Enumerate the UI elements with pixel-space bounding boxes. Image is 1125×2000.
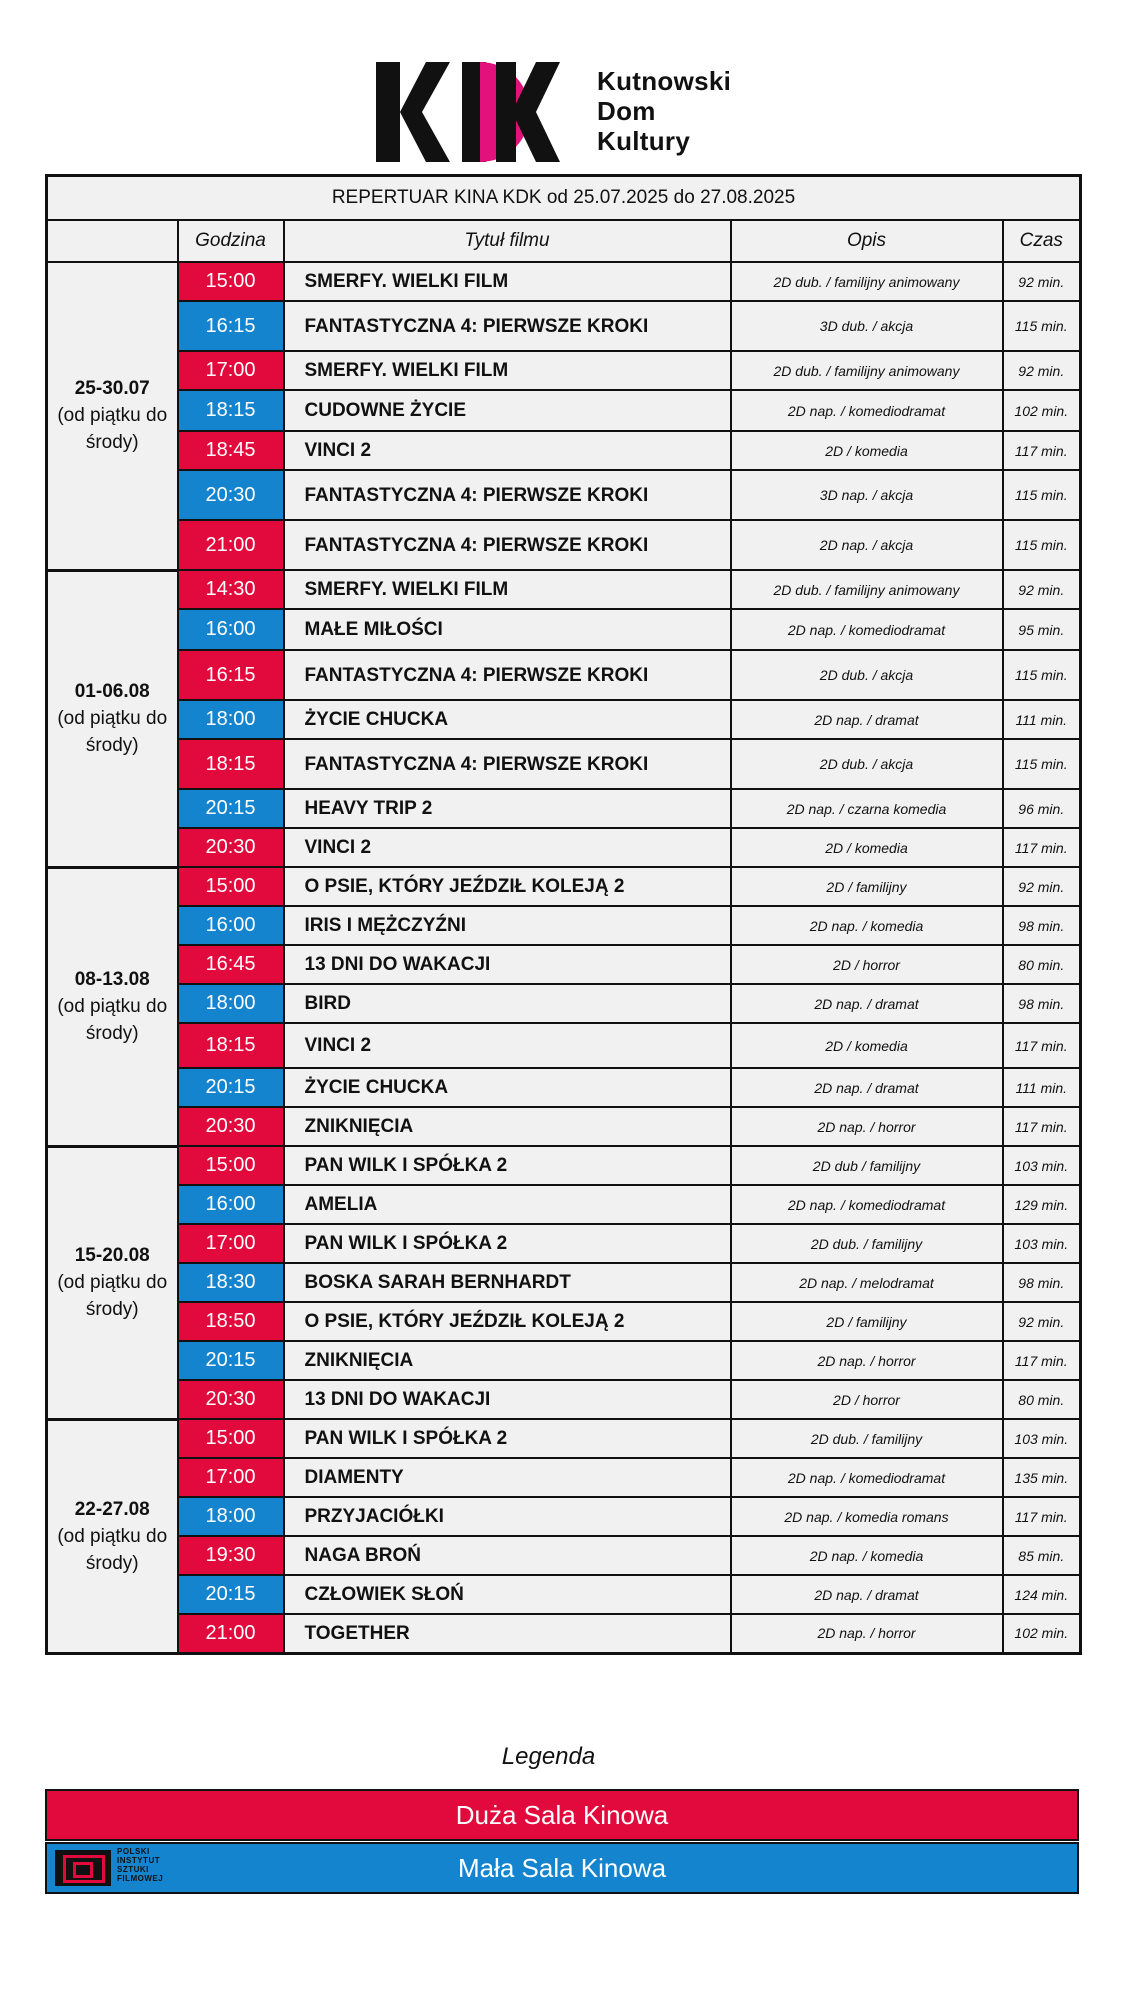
table-row <box>47 828 1081 867</box>
showtime: 18:00 <box>178 700 284 739</box>
film-title: PRZYJACIÓŁKI <box>284 1497 731 1536</box>
pisf-logo-icon <box>55 1850 111 1886</box>
film-title: BIRD <box>284 984 731 1023</box>
film-description: 2D nap. / horror <box>731 1614 1003 1653</box>
table-title-row <box>47 176 1081 221</box>
showtime: 20:30 <box>178 1107 284 1146</box>
film-title: O PSIE, KTÓRY JEŹDZIŁ KOLEJĄ 2 <box>284 867 731 906</box>
showtime: 17:00 <box>178 1224 284 1263</box>
table-row <box>47 1224 1081 1263</box>
film-duration: 95 min. <box>1003 609 1081 650</box>
film-description: 2D / familijny <box>731 1302 1003 1341</box>
legend-title: Legenda <box>501 1743 596 1770</box>
week-date: 01-06.08 <box>74 681 150 702</box>
film-title: TOGETHER <box>284 1614 731 1653</box>
film-description: 2D nap. / dramat <box>731 984 1003 1023</box>
header-godzina: Godzina <box>178 220 284 262</box>
film-description: 2D dub. / familijny <box>731 1224 1003 1263</box>
logo-text <box>597 66 731 156</box>
showtime: 16:15 <box>178 650 284 700</box>
week-note: (od piątku do środy) <box>57 708 168 756</box>
showtime: 20:15 <box>178 1341 284 1380</box>
film-title: ŻYCIE CHUCKA <box>284 700 731 739</box>
film-description: 2D nap. / komedia <box>731 906 1003 945</box>
table-body <box>47 262 1081 1653</box>
table-row <box>47 520 1081 570</box>
repertoire-table <box>45 174 1082 1655</box>
showtime: 20:15 <box>178 1575 284 1614</box>
table-row <box>47 1536 1081 1575</box>
film-title: FANTASTYCZNA 4: PIERWSZE KROKI <box>284 650 731 700</box>
table-row <box>47 1107 1081 1146</box>
week-date: 08-13.08 <box>74 969 150 990</box>
film-duration: 117 min. <box>1003 1497 1081 1536</box>
showtime: 18:15 <box>178 390 284 431</box>
film-title: CUDOWNE ŻYCIE <box>284 390 731 431</box>
film-description: 2D / horror <box>731 1380 1003 1419</box>
film-title: SMERFY. WIELKI FILM <box>284 351 731 390</box>
film-duration: 117 min. <box>1003 431 1081 470</box>
table-header-row <box>47 220 1081 262</box>
film-title: O PSIE, KTÓRY JEŹDZIŁ KOLEJĄ 2 <box>284 1302 731 1341</box>
film-description: 2D nap. / dramat <box>731 700 1003 739</box>
showtime: 15:00 <box>178 867 284 906</box>
film-duration: 115 min. <box>1003 739 1081 789</box>
pisf-line: POLSKI <box>117 1847 150 1856</box>
film-title: VINCI 2 <box>284 828 731 867</box>
film-description: 2D nap. / horror <box>731 1107 1003 1146</box>
film-duration: 96 min. <box>1003 789 1081 828</box>
film-description: 2D dub. / akcja <box>731 739 1003 789</box>
table-row <box>47 1341 1081 1380</box>
film-description: 2D nap. / akcja <box>731 520 1003 570</box>
film-description: 2D dub / familijny <box>731 1146 1003 1185</box>
table-row <box>47 1068 1081 1107</box>
table-row <box>47 1614 1081 1653</box>
table-row <box>47 789 1081 828</box>
showtime: 18:50 <box>178 1302 284 1341</box>
film-title: CZŁOWIEK SŁOŃ <box>284 1575 731 1614</box>
film-duration: 115 min. <box>1003 520 1081 570</box>
film-description: 2D nap. / komediodramat <box>731 1185 1003 1224</box>
showtime: 18:30 <box>178 1263 284 1302</box>
week-date-cell <box>47 262 178 570</box>
film-duration: 98 min. <box>1003 1263 1081 1302</box>
film-description: 2D dub. / familijny <box>731 1419 1003 1458</box>
showtime: 16:00 <box>178 609 284 650</box>
table-row <box>47 609 1081 650</box>
film-duration: 92 min. <box>1003 1302 1081 1341</box>
kdk-logo-icon <box>376 62 571 162</box>
showtime: 17:00 <box>178 351 284 390</box>
showtime: 15:00 <box>178 1419 284 1458</box>
film-description: 2D nap. / komedia <box>731 1536 1003 1575</box>
showtime: 20:15 <box>178 1068 284 1107</box>
film-title: 13 DNI DO WAKACJI <box>284 1380 731 1419</box>
film-duration: 102 min. <box>1003 390 1081 431</box>
showtime: 18:00 <box>178 1497 284 1536</box>
film-title: VINCI 2 <box>284 431 731 470</box>
film-title: PAN WILK I SPÓŁKA 2 <box>284 1224 731 1263</box>
showtime: 20:30 <box>178 1380 284 1419</box>
film-duration: 98 min. <box>1003 906 1081 945</box>
week-date-cell <box>47 867 178 1146</box>
pisf-line: FILMOWEJ <box>117 1874 164 1883</box>
table-row <box>47 945 1081 984</box>
table-row <box>47 867 1081 906</box>
showtime: 15:00 <box>178 262 284 301</box>
film-description: 2D nap. / horror <box>731 1341 1003 1380</box>
film-duration: 98 min. <box>1003 984 1081 1023</box>
week-date-cell <box>47 1419 178 1653</box>
film-description: 2D nap. / komediodramat <box>731 390 1003 431</box>
header <box>0 62 1125 172</box>
film-duration: 102 min. <box>1003 1614 1081 1653</box>
showtime: 18:15 <box>178 739 284 789</box>
film-title: DIAMENTY <box>284 1458 731 1497</box>
film-description: 3D dub. / akcja <box>731 301 1003 351</box>
film-description: 2D / komedia <box>731 1023 1003 1068</box>
film-duration: 124 min. <box>1003 1575 1081 1614</box>
film-duration: 103 min. <box>1003 1146 1081 1185</box>
table-row <box>47 650 1081 700</box>
table-row <box>47 390 1081 431</box>
film-title: FANTASTYCZNA 4: PIERWSZE KROKI <box>284 520 731 570</box>
film-duration: 85 min. <box>1003 1536 1081 1575</box>
header-empty <box>47 220 178 262</box>
film-title: PAN WILK I SPÓŁKA 2 <box>284 1419 731 1458</box>
film-duration: 92 min. <box>1003 570 1081 609</box>
film-duration: 129 min. <box>1003 1185 1081 1224</box>
legend-duza-sala: Duża Sala Kinowa <box>45 1789 1079 1841</box>
table-row <box>47 470 1081 520</box>
film-title: FANTASTYCZNA 4: PIERWSZE KROKI <box>284 470 731 520</box>
table-row <box>47 1302 1081 1341</box>
table-row <box>47 739 1081 789</box>
film-duration: 111 min. <box>1003 700 1081 739</box>
table-row <box>47 351 1081 390</box>
film-description: 2D / komedia <box>731 828 1003 867</box>
pisf-logo <box>47 1844 187 1892</box>
film-description: 2D nap. / komediodramat <box>731 609 1003 650</box>
film-description: 2D nap. / dramat <box>731 1575 1003 1614</box>
week-note: (od piątku do środy) <box>57 405 168 454</box>
film-description: 2D nap. / melodramat <box>731 1263 1003 1302</box>
week-date: 25-30.07 <box>74 378 150 400</box>
week-note: (od piątku do środy) <box>57 1525 168 1574</box>
film-title: BOSKA SARAH BERNHARDT <box>284 1263 731 1302</box>
logo-line: Kutnowski <box>597 66 732 96</box>
table-row <box>47 906 1081 945</box>
film-duration: 80 min. <box>1003 1380 1081 1419</box>
film-description: 2D / komedia <box>731 431 1003 470</box>
film-duration: 92 min. <box>1003 867 1081 906</box>
film-title: VINCI 2 <box>284 1023 731 1068</box>
week-date-cell <box>47 1146 178 1419</box>
film-duration: 92 min. <box>1003 262 1081 301</box>
film-title: 13 DNI DO WAKACJI <box>284 945 731 984</box>
film-duration: 111 min. <box>1003 1068 1081 1107</box>
film-description: 2D nap. / dramat <box>731 1068 1003 1107</box>
film-title: PAN WILK I SPÓŁKA 2 <box>284 1146 731 1185</box>
week-date: 22-27.08 <box>74 1498 150 1520</box>
film-title: MAŁE MIŁOŚCI <box>284 609 731 650</box>
showtime: 20:30 <box>178 828 284 867</box>
showtime: 19:30 <box>178 1536 284 1575</box>
showtime: 21:00 <box>178 1614 284 1653</box>
logo-line: Kultury <box>597 126 691 156</box>
table-row <box>47 1263 1081 1302</box>
week-date: 15-20.08 <box>74 1245 150 1266</box>
showtime: 20:30 <box>178 470 284 520</box>
film-duration: 115 min. <box>1003 301 1081 351</box>
header-opis: Opis <box>731 220 1003 262</box>
table-row <box>47 1419 1081 1458</box>
film-description: 3D nap. / akcja <box>731 470 1003 520</box>
film-title: FANTASTYCZNA 4: PIERWSZE KROKI <box>284 739 731 789</box>
week-date-cell <box>47 570 178 867</box>
film-title: SMERFY. WIELKI FILM <box>284 570 731 609</box>
film-duration: 117 min. <box>1003 1341 1081 1380</box>
legend-mala-sala: Mała Sala Kinowa <box>45 1842 1079 1894</box>
showtime: 15:00 <box>178 1146 284 1185</box>
film-description: 2D nap. / komedia romans <box>731 1497 1003 1536</box>
film-duration: 80 min. <box>1003 945 1081 984</box>
showtime: 16:00 <box>178 1185 284 1224</box>
showtime: 16:15 <box>178 301 284 351</box>
film-description: 2D dub. / familijny animowany <box>731 351 1003 390</box>
showtime: 21:00 <box>178 520 284 570</box>
legend-title-wrap <box>0 1743 1125 1771</box>
table-row <box>47 262 1081 301</box>
table-row <box>47 700 1081 739</box>
table-row <box>47 1458 1081 1497</box>
film-duration: 103 min. <box>1003 1224 1081 1263</box>
week-note: (od piątku do środy) <box>57 1272 168 1320</box>
film-title: SMERFY. WIELKI FILM <box>284 262 731 301</box>
film-description: 2D nap. / czarna komedia <box>731 789 1003 828</box>
pisf-logo-text <box>117 1847 163 1883</box>
table-row <box>47 431 1081 470</box>
pisf-line: SZTUKI <box>117 1865 149 1874</box>
film-duration: 115 min. <box>1003 470 1081 520</box>
film-duration: 117 min. <box>1003 1107 1081 1146</box>
film-title: ZNIKNIĘCIA <box>284 1341 731 1380</box>
film-title: ŻYCIE CHUCKA <box>284 1068 731 1107</box>
table-row <box>47 1575 1081 1614</box>
week-note: (od piątku do środy) <box>57 996 168 1044</box>
logo-line: Dom <box>597 96 656 126</box>
table-row <box>47 301 1081 351</box>
film-description: 2D / horror <box>731 945 1003 984</box>
table-title: REPERTUAR KINA KDK od 25.07.2025 do 27.08.2025 <box>47 176 1081 221</box>
showtime: 18:00 <box>178 984 284 1023</box>
table-row <box>47 1146 1081 1185</box>
showtime: 16:00 <box>178 906 284 945</box>
showtime: 20:15 <box>178 789 284 828</box>
table-row <box>47 984 1081 1023</box>
film-description: 2D dub. / familijny animowany <box>731 570 1003 609</box>
film-title: IRIS I MĘŻCZYŹNI <box>284 906 731 945</box>
film-title: ZNIKNIĘCIA <box>284 1107 731 1146</box>
film-duration: 92 min. <box>1003 351 1081 390</box>
table-row <box>47 570 1081 609</box>
header-tytul: Tytuł filmu <box>284 220 731 262</box>
showtime: 18:45 <box>178 431 284 470</box>
showtime: 14:30 <box>178 570 284 609</box>
film-title: NAGA BROŃ <box>284 1536 731 1575</box>
film-description: 2D dub. / akcja <box>731 650 1003 700</box>
film-duration: 135 min. <box>1003 1458 1081 1497</box>
film-title: AMELIA <box>284 1185 731 1224</box>
header-czas: Czas <box>1003 220 1081 262</box>
film-title: FANTASTYCZNA 4: PIERWSZE KROKI <box>284 301 731 351</box>
film-duration: 117 min. <box>1003 1023 1081 1068</box>
table-row <box>47 1497 1081 1536</box>
film-title: HEAVY TRIP 2 <box>284 789 731 828</box>
showtime: 16:45 <box>178 945 284 984</box>
film-duration: 117 min. <box>1003 828 1081 867</box>
table-row <box>47 1023 1081 1068</box>
film-duration: 103 min. <box>1003 1419 1081 1458</box>
film-duration: 115 min. <box>1003 650 1081 700</box>
film-description: 2D nap. / komediodramat <box>731 1458 1003 1497</box>
film-description: 2D / familijny <box>731 867 1003 906</box>
showtime: 17:00 <box>178 1458 284 1497</box>
film-description: 2D dub. / familijny animowany <box>731 262 1003 301</box>
showtime: 18:15 <box>178 1023 284 1068</box>
table-row <box>47 1380 1081 1419</box>
pisf-line: INSTYTUT <box>117 1856 161 1865</box>
table-row <box>47 1185 1081 1224</box>
